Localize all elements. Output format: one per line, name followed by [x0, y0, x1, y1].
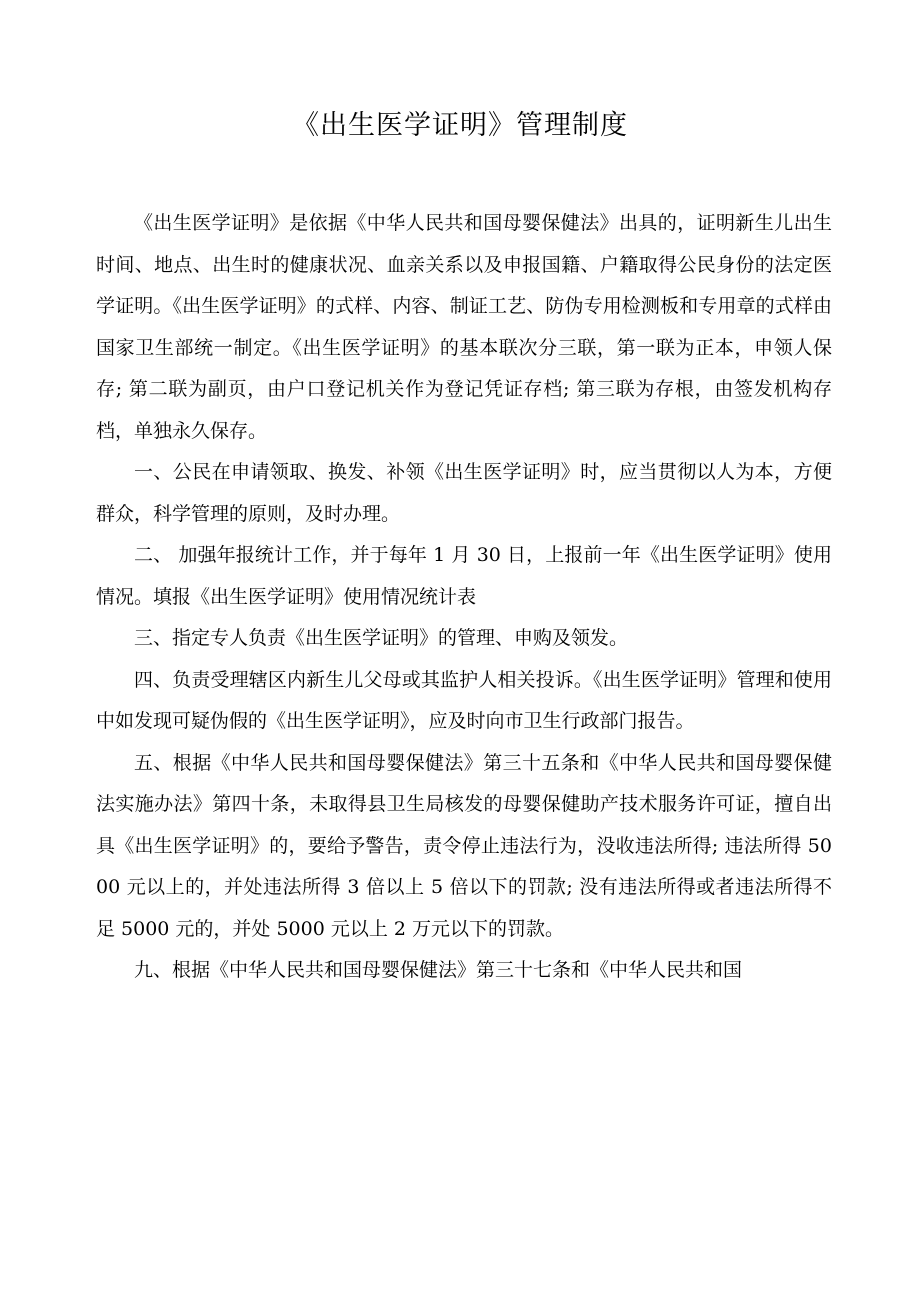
paragraph-clause-2: 二、 加强年报统计工作，并于每年 1 月 30 日，上报前一年《出生医学证明》使用情况。填报《出生医学证明》使用情况统计表	[96, 544, 832, 608]
paragraph-clause-1: 一、公民在申请领取、换发、补领《出生医学证明》时，应当贯彻以人为本，方便群众，科学管理的原则，及时办理。	[96, 461, 832, 525]
paragraph-clause-9: 九、根据《中华人民共和国母婴保健法》第三十七条和《中华人民共和国	[134, 959, 743, 981]
document-body	[96, 203, 832, 992]
paragraph-clause-4: 四、负责受理辖区内新生儿父母或其监护人相关投诉。《出生医学证明》管理和使用中如发现可疑伪假的《出生医学证明》，应及时向市卫生行政部门报告。	[96, 668, 832, 732]
paragraph-intro: 《出生医学证明》是依据《中华人民共和国母婴保健法》出具的，证明新生儿出生时间、地点、出生时的健康状况、血亲关系以及申报国籍、户籍取得公民身份的法定医学证明。《出生医学证明》的式样、内容、制证工艺、防伪专用检测板和专用章的式样由国家卫生部统一制定。《出生医学证明》的基本联次分三联，第一联为正本，申领人保存; 第二联为副页，由户口登记机关作为登记凭证存档; 第三联为存根，由签发机构存档，单独永久保存。	[96, 212, 832, 442]
paragraph-clause-3: 三、指定专人负责《出生医学证明》的管理、申购及领发。	[134, 627, 629, 649]
document-title: 《出生医学证明》管理制度	[292, 110, 628, 141]
paragraph-clause-5: 五、根据《中华人民共和国母婴保健法》第三十五条和《中华人民共和国母婴保健法实施办法》第四十条，未取得县卫生局核发的母婴保健助产技术服务许可证，擅自出具《出生医学证明》的，要给予警告，责令停止违法行为，没收违法所得; 违法所得 5000 元以上的，并处违法所得 3 倍以上 5 倍以下的罚款; 没有违法所得或者违法所得不足 5000 元的，并处 5000 元以上 2 万元以下的罚款。	[96, 751, 832, 940]
